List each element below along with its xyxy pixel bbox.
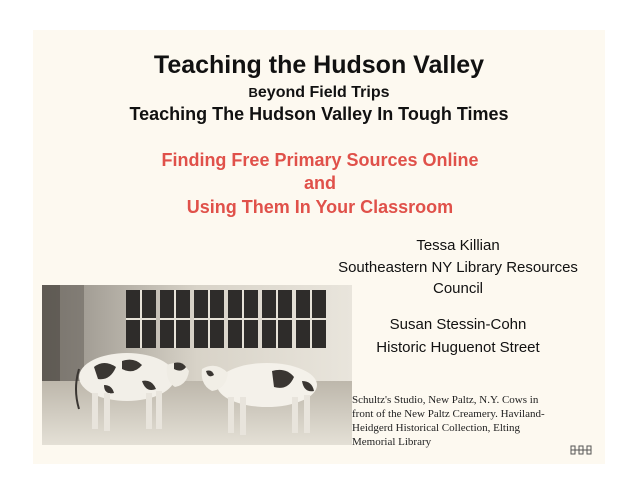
title-line-2-initial: B — [248, 85, 258, 100]
title-line-3: Teaching The Hudson Valley In Tough Times — [129, 104, 509, 124]
organization-logo-icon — [570, 444, 592, 456]
presenter-1-name: Tessa Killian — [416, 237, 500, 254]
subtitle-line-2: and — [303, 173, 336, 193]
main-title: Teaching the Hudson Valley — [153, 51, 485, 79]
subtitle-line-3: Using Them In Your Classroom — [186, 197, 454, 217]
title-line-2-rest: eyond Field Trips — [257, 84, 390, 101]
presenter-1-org-line-2: Council — [432, 280, 484, 297]
presenter-2-name: Susan Stessin-Cohn — [389, 316, 527, 333]
presenter-2-org: Historic Huguenot Street — [376, 339, 540, 356]
photo-caption: Schultz's Studio, New Paltz, N.Y. Cows in front of the New Paltz Creamery. Haviland-Heidgerd Historical Collection, Elting Memorial Library — [352, 394, 545, 448]
historic-cows-photo — [42, 285, 352, 445]
presenter-1-org-line-1: Southeastern NY Library Resources — [338, 259, 578, 276]
title-line-2 — [0, 84, 638, 102]
subtitle-line-1: Finding Free Primary Sources Online — [161, 150, 479, 170]
